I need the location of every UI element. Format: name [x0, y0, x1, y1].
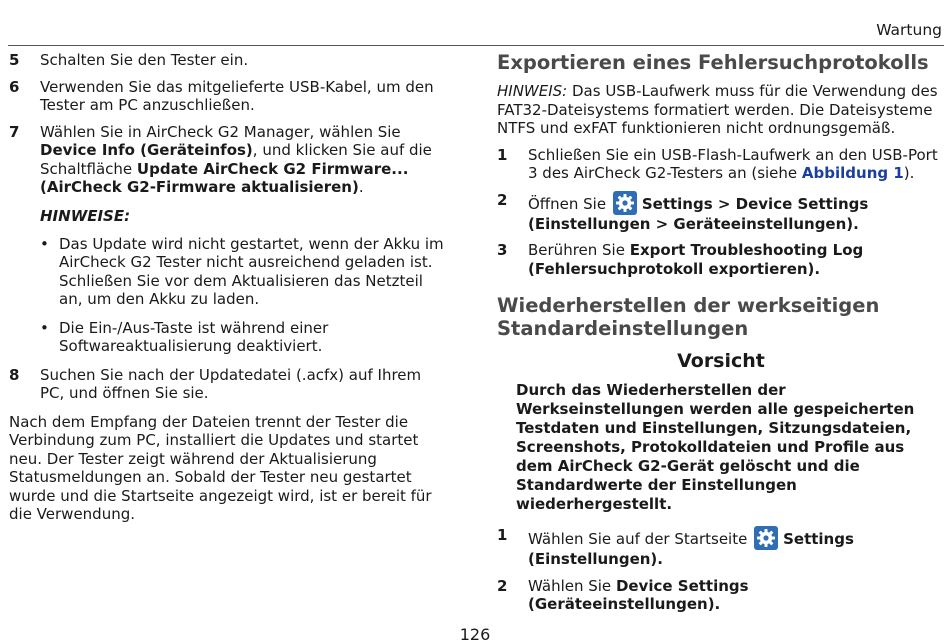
page-number: 126	[459, 625, 491, 644]
step-number: 1	[497, 526, 508, 544]
reset-heading: Wiederherstellen der werkseitigen Standardeinstellungen	[497, 294, 880, 340]
note-text: Das USB-Laufwerk muss für die Verwendung des FAT32-Dateisystems formatiert werden. Die Dateisysteme NTFS und exFAT funktionieren nicht ordnungsgemäß.	[497, 82, 938, 137]
right-column	[497, 51, 945, 622]
settings-label: Settings (Einstellungen).	[528, 530, 854, 568]
step-text-part: , und klicken Sie auf die Schaltfläche	[40, 141, 432, 178]
body-paragraph: Nach dem Empfang der Dateien trennt der Tester die Verbindung zum PC, installiert die Updates und startet neu. Der Tester zeigt während der Aktualisierung Statusmeldungen an. Sobald der Tester neu gestartet wurde und die Startseite angezeigt wird, ist er bereit für die Verwendung.	[9, 412, 432, 523]
step-number: 2	[497, 576, 508, 595]
export-step-1	[497, 146, 945, 183]
settings-path-label: Settings > Device Settings (Einstellungen > Geräteeinstellungen).	[528, 194, 869, 233]
step-number: 6	[9, 77, 20, 96]
step-text-part: Wählen Sie in AirCheck G2 Manager, wählen Sie	[40, 122, 401, 141]
device-info-label: Device Info (Geräteinfos)	[40, 141, 253, 159]
note-bullet	[40, 319, 449, 356]
step-number: 8	[9, 365, 20, 384]
step-text-part: Schließen Sie ein USB-Flash-Laufwerk an den USB-Port 3 des AirCheck G2-Testers an (siehe	[528, 145, 938, 182]
note-label: HINWEIS:	[497, 82, 568, 100]
step-text	[528, 577, 945, 614]
export-step-2	[497, 191, 945, 234]
export-log-label: Export Troubleshooting Log (Fehlersuchprotokoll exportieren).	[528, 241, 864, 278]
update-firmware-label: Update AirCheck G2 Firmware... (AirCheck G2-Firmware aktualisieren)	[40, 159, 409, 196]
step-text-part: .	[358, 178, 364, 196]
step-text	[40, 123, 449, 197]
step-6	[9, 78, 449, 115]
note-bullet	[40, 235, 449, 309]
note-text: Die Ein-/Aus-Taste ist während einer Softwareaktualisierung deaktiviert.	[59, 318, 329, 355]
note-text: Das Update wird nicht gestartet, wenn der Akku im AirCheck G2 Tester nicht ausreichend geladen ist. Schließen Sie vor dem Aktualisieren das Netzteil an, um den Akku zu laden.	[59, 234, 444, 308]
gear-icon	[613, 191, 637, 215]
step-8	[9, 366, 449, 403]
bullet-icon: •	[40, 318, 49, 337]
left-column	[9, 51, 449, 524]
device-settings-label: Device Settings (Geräteeinstellungen).	[528, 576, 749, 613]
step-number: 1	[497, 145, 508, 164]
gear-icon	[754, 526, 778, 550]
step-text-part: ).	[903, 164, 915, 182]
export-heading: Exportieren eines Fehlersuchprotokolls	[497, 51, 929, 74]
figure-link[interactable]: Abbildung 1	[801, 164, 904, 182]
step-text-part: Öffnen Sie	[528, 194, 611, 213]
step-text-part: Wählen Sie	[528, 576, 616, 595]
step-number: 3	[497, 241, 508, 259]
header-divider	[8, 45, 944, 46]
export-step-3	[497, 241, 945, 278]
step-text-part: Wählen Sie auf der Startseite	[528, 530, 753, 548]
step-text-part: Berühren Sie	[528, 241, 630, 259]
step-5	[9, 51, 449, 70]
step-text: Suchen Sie nach der Updatedatei (.acfx) auf Ihrem PC, und öffnen Sie sie.	[40, 365, 422, 402]
bullet-icon: •	[40, 234, 49, 253]
step-text	[528, 241, 945, 278]
step-text: Verwenden Sie das mitgelieferte USB-Kabel, um den Tester am PC anzuschließen.	[40, 77, 434, 114]
step-text	[528, 526, 945, 569]
step-text: Schalten Sie den Tester ein.	[40, 51, 249, 69]
step-text	[528, 146, 945, 183]
step-7	[9, 123, 449, 197]
step-number: 2	[497, 190, 508, 209]
step-number: 7	[9, 122, 20, 141]
step-number: 5	[9, 51, 20, 69]
export-note	[497, 82, 945, 138]
running-header: Wartung	[876, 21, 942, 39]
reset-step-1	[497, 526, 945, 569]
caution-text: Durch das Wiederherstellen der Werkseinstellungen werden alle gespeicherten Testdaten und Einstellungen, Sitzungsdateien, Screenshots, Protokolldateien und Profile aus dem AirCheck G2-Gerät gelöscht und die Standardwerte der Einstellungen wiederhergestellt.	[516, 381, 915, 513]
reset-step-2	[497, 577, 945, 614]
notes-heading: HINWEISE:	[40, 206, 131, 225]
step-text	[528, 191, 945, 234]
caution-title: Vorsicht	[677, 350, 765, 372]
